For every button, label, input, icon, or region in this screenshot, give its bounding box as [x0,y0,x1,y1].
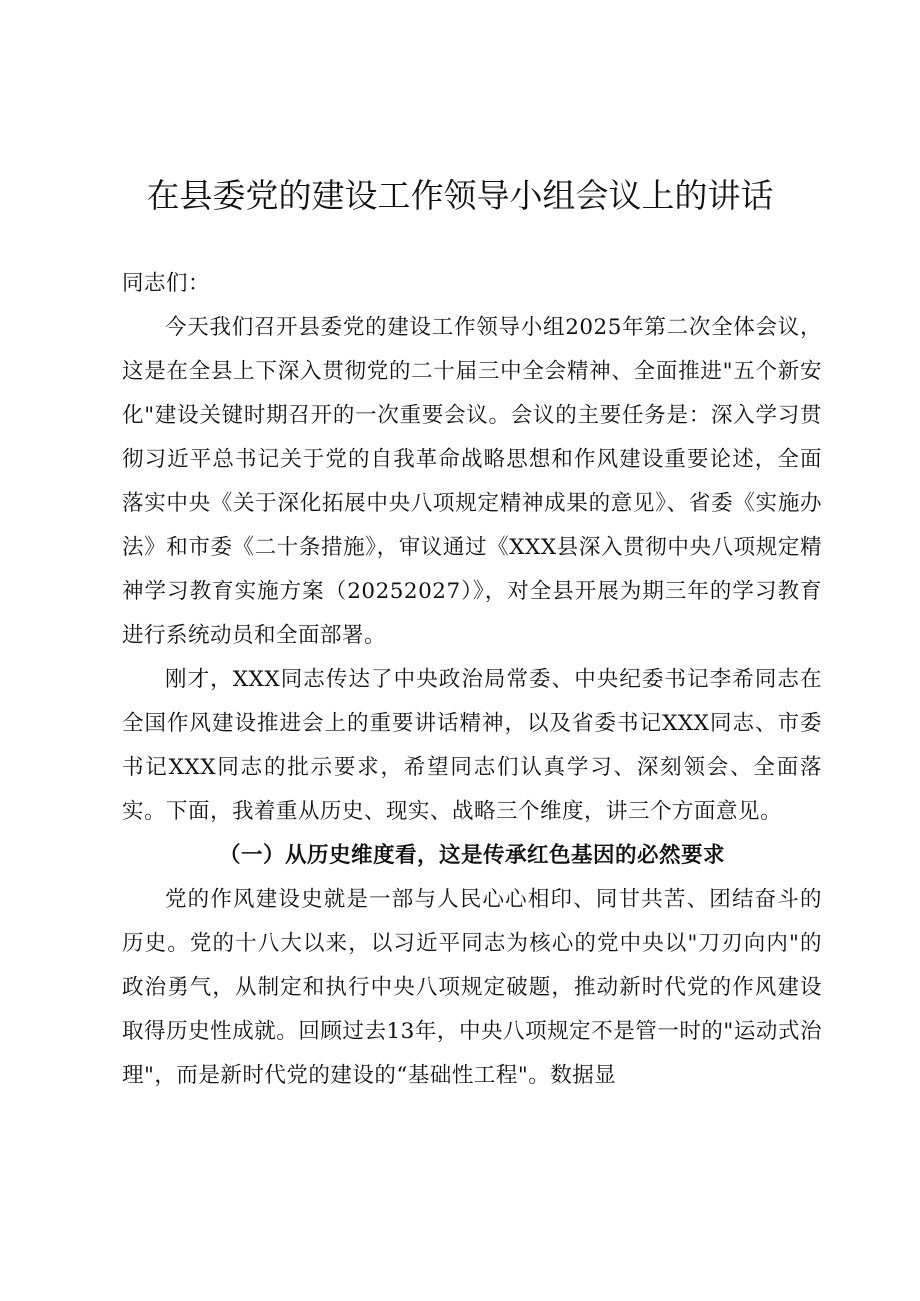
paragraph-1: 今天我们召开县委党的建设工作领导小组2025年第二次全体会议，这是在全县上下深入贯彻党的二十届三中全会精神、全面推进"五个新安化"建设关键时期召开的一次重要会议。会议的主要任务是：深入学习贯彻习近平总书记关于党的自我革命战略思想和作风建设重要论述，全面落实中央《关于深化拓展中央八项规定精神成果的意见》、省委《实施办法》和市委《二十条措施》，审议通过《XXX县深入贯彻中央八项规定精神学习教育实施方案（20252027）》，对全县开展为期三年的学习教育进行系统动员和全面部署。 [122,315,822,648]
salutation: 同志们： [122,271,211,296]
section-heading: （一）从历史维度看，这是传承红色基因的必然要求 [218,843,725,868]
document-body [122,262,822,1098]
document-title: 在县委党的建设工作领导小组会议上的讲话 [146,176,774,215]
paragraph-2: 刚才，XXX同志传达了中央政治局常委、中央纪委书记李希同志在全国作风建设推进会上的重要讲话精神，以及省委书记XXX同志、市委书记XXX同志的批示要求，希望同志们认真学习、深刻领会、全面落实。下面，我着重从历史、现实、战略三个维度，讲三个方面意见。 [122,667,822,824]
section-paragraph: 党的作风建设史就是一部与人民心心相印、同甘共苦、团结奋斗的历史。党的十八大以来，以习近平同志为核心的党中央以"刀刃向内"的政治勇气，从制定和执行中央八项规定破题，推动新时代党的作风建设取得历史性成就。回顾过去13年，中央八项规定不是管一时的"运动式治理"，而是新时代党的建设的“基础性工程"。数据显 [122,887,822,1088]
